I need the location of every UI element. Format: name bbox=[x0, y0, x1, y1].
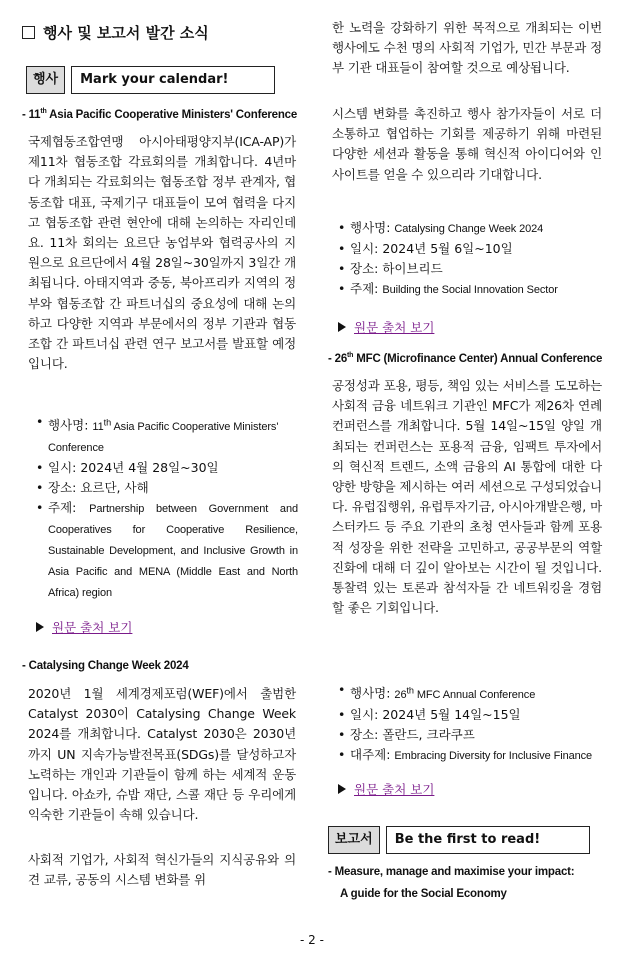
event2-paragraph-2a: 사회적 기업가, 사회적 혁신가들의 지식공유와 의견 교류, 공동의 시스템 변화를 위 bbox=[28, 852, 296, 888]
event2-place: • 장소: 하이브리드 bbox=[338, 259, 602, 279]
event2-theme: • 주제: Building the Social Innovation Sector bbox=[338, 279, 602, 300]
play-triangle-icon bbox=[36, 622, 44, 632]
section-title bbox=[22, 22, 209, 43]
event2-paragraph-3: 시스템 변화를 촉진하고 행사 참가자들이 서로 더 소통하고 협업하는 기회를 제공하기 위해 마련된 다양한 세션과 활동을 통해 혁신적 아이디어와 인사이트를 얻을 수 있으리라 기대합니다. bbox=[332, 106, 602, 182]
event2-date: • 일시: 2024년 5월 6일~10일 bbox=[338, 239, 602, 259]
report-badge bbox=[328, 826, 590, 854]
event3-place: • 장소: 폴란드, 크라쿠프 bbox=[338, 725, 604, 745]
event2-heading: - Catalysing Change Week 2024 bbox=[22, 660, 189, 672]
event1-heading: - 11th Asia Pacific Cooperative Ministers' Conference bbox=[22, 108, 298, 121]
event2-info-list bbox=[338, 218, 602, 300]
event-badge-text: Mark your calendar! bbox=[71, 66, 275, 94]
event1-place: • 장소: 요르단, 사해 bbox=[36, 478, 298, 498]
section-title-text: 행사 및 보고서 발간 소식 bbox=[43, 24, 209, 42]
event2-name: • 행사명: Catalysing Change Week 2024 bbox=[338, 218, 602, 239]
event3-date: • 일시: 2024년 5월 14일~15일 bbox=[338, 705, 604, 725]
event2-source-link-row bbox=[338, 318, 434, 336]
event1-source-link-row bbox=[36, 618, 132, 636]
event-badge-tag: 행사 bbox=[26, 66, 65, 94]
event1-name: • 행사명: 11th Asia Pacific Cooperative Ministers' Conference bbox=[36, 412, 298, 458]
event1-source-link[interactable]: 원문 출처 보기 bbox=[52, 620, 133, 635]
event3-source-link[interactable]: 원문 출처 보기 bbox=[354, 782, 435, 797]
event1-info-list bbox=[36, 412, 298, 603]
event1-theme: • 주제: Partnership between Government and Cooperatives for Cooperative Resilience, Sustainable Development, and Inclusive Growth in Asia Pacific and MENA (Middle East and North Africa) region bbox=[36, 498, 298, 603]
play-triangle-icon bbox=[338, 322, 346, 332]
checkbox-icon bbox=[22, 26, 35, 39]
event3-source-link-row bbox=[338, 780, 434, 798]
event3-heading: - 26th MFC (Microfinance Center) Annual Conference bbox=[328, 352, 603, 365]
event3-info-list bbox=[338, 680, 604, 766]
event2-source-link[interactable]: 원문 출처 보기 bbox=[354, 320, 435, 335]
report-badge-text: Be the first to read! bbox=[386, 826, 590, 854]
report1-heading-line2: A guide for the Social Economy bbox=[340, 888, 507, 900]
page-number: - 2 - bbox=[300, 933, 324, 947]
event1-date: • 일시: 2024년 4월 28일~30일 bbox=[36, 458, 298, 478]
event2-paragraph-1: 2020년 1월 세계경제포럼(WEF)에서 출범한 Catalyst 2030이 Catalysing Change Week 2024를 개최합니다. Catalyst 2030은 2030년까지 UN 지속가능발전목표(SDGs)를 달성하고자 노력하는 개인과 기관들이 함께 하는 세계적 운동입니다. 아쇼카, 슈밥 재단, 스콜 재단 등 우리에게 익숙한 기관들이 속해 있습니다. bbox=[28, 686, 296, 823]
event3-theme: • 대주제: Embracing Diversity for Inclusive Finance bbox=[338, 745, 604, 766]
event-badge bbox=[26, 66, 275, 94]
play-triangle-icon bbox=[338, 784, 346, 794]
event3-paragraph: 공정성과 포용, 평등, 책임 있는 서비스를 도모하는 사회적 금융 네트워크 기관인 MFC가 제26차 연례 컨퍼런스를 개최합니다. 5월 14일~15일 양일 개최되는 컨퍼런스는 포용적 금융, 임팩트 투자에서의 혁신적 트렌드, 소액 금융의 AI 통합에 대한 다양한 방향을 제시하는 여러 세션으로 구성되었습니다. 유럽집행위, 유럽투자기금, 아시아개발은행, 마스터카드 등 주요 기관의 초청 연사들과 함께 포용적 성장을 위한 전략을 고민하고, 공공부문의 역할 진화에 대해 더 깊이 알아보는 시간이 될 것입니다. 통찰력 있는 토론과 참석자들 간 네트워킹을 경험할 좋은 기회입니다. bbox=[332, 378, 602, 616]
event2-paragraph-2b: 한 노력을 강화하기 위한 목적으로 개최되는 이번 행사에도 수천 명의 사회적 기업가, 민간 부문과 정부 기관 대표들이 참여할 것으로 예상됩니다. bbox=[332, 20, 602, 76]
report-badge-tag: 보고서 bbox=[328, 826, 380, 854]
report1-heading-line1: - Measure, manage and maximise your impact: bbox=[328, 866, 575, 878]
event1-paragraph: 국제협동조합연맹 아시아태평양지부(ICA-AP)가 제11차 협동조합 각료회의를 개최합니다. 4년마다 개최되는 각료회의는 협동조합 정부 관계자, 협동조합 대표, 국제기구 대표들이 모여 협력을 다지고 협동조합 관련 현안에 대해 논의하는 자리인데요. 11차 회의는 요르단 농업부와 협력공사의 지원으로 요르단에서 4월 28일~30일까지 3일간 개최됩니다. 아태지역과 중동, 북아프리카 지역의 정부와 협동조합 간 파트너십의 중요성에 대해 논의하고 다양한 지역과 부문에서의 정부 기관과 협동조합 간 파트너십 관련 연구 보고서를 발표할 예정입니다. bbox=[28, 134, 296, 372]
event3-name: • 행사명: 26th MFC Annual Conference bbox=[338, 680, 604, 705]
